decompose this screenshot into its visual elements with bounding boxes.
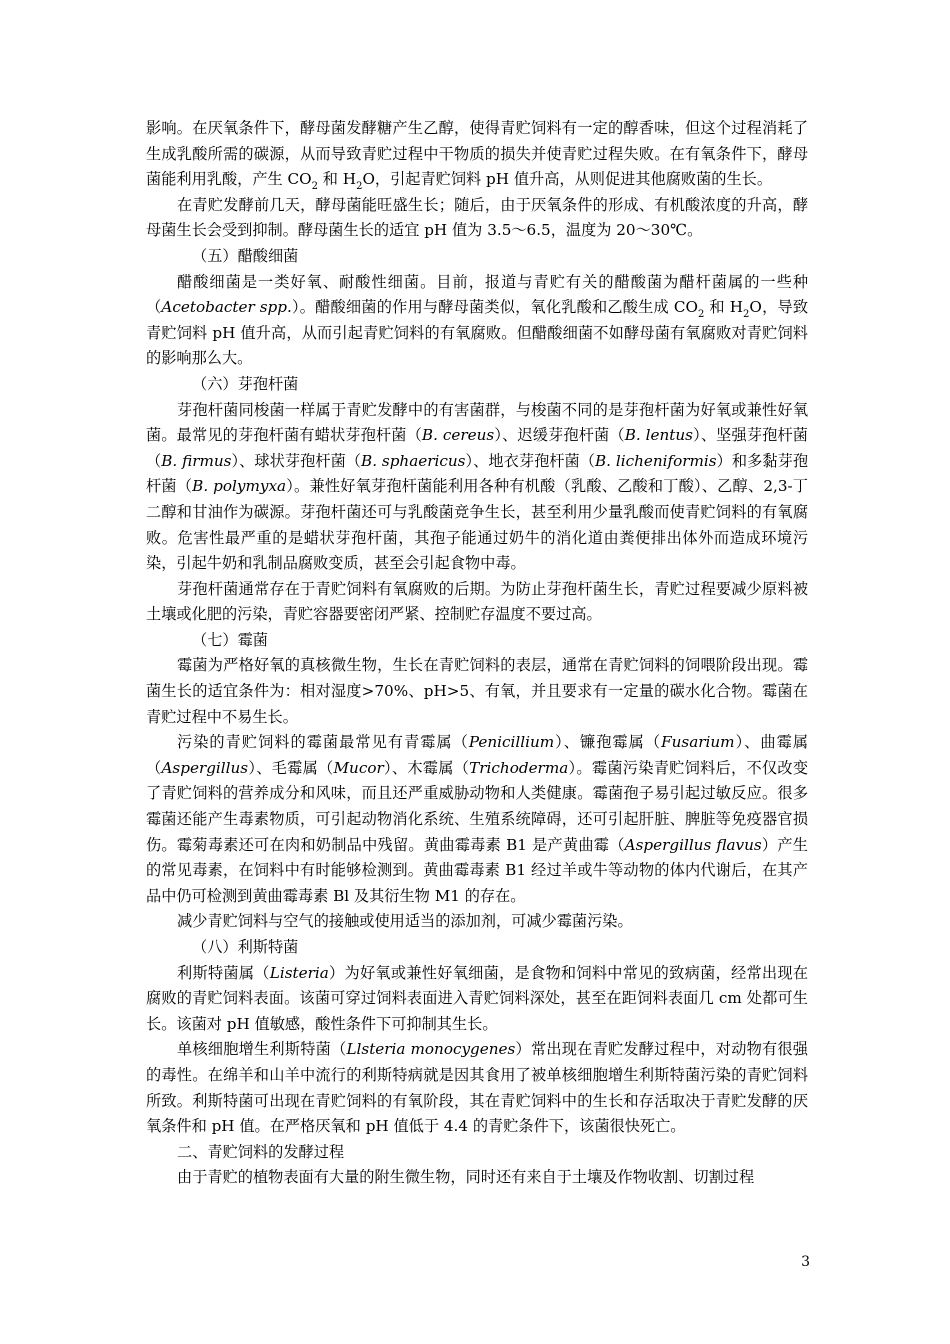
text: ）常出现在青贮发酵过程中，对动物有很强的毒性。在绵羊和山羊中流行的利斯特病就是因其食用了被单核细胞增生利斯特菌污染的青贮饲料所致。利斯特菌可出现在青贮饲料的有氧阶段，其在青贮饲料中的生长和存活取决于青贮发酵的厌氧条件和 pH 值。在严格厌氧和 pH 值低于 4.4 的青贮条件下，该菌很快死亡。 [146,1040,808,1136]
text: ）、球状芽孢杆菌（ [231,451,362,470]
text: ）为好氧或兼性好氧细菌，是食物和饲料中常见的致病菌，经常出现在腐败的青贮饲料表面。该菌可穿过饲料表面进入青贮饲料深处，甚至在距饲料表面几 cm 处都可生长。该菌对 pH 值敏感，酸性条件下可抑制其生长。 [146,963,809,1033]
text: 单核细胞增生利斯特菌（ [177,1040,347,1059]
latin-name: B. lentus [624,426,693,445]
latin-name: Llsteria monocygenes [346,1040,516,1059]
subscript: 2 [356,181,363,193]
paragraph-molds: 霉菌为严格好氧的真核微生物，生长在青贮饲料的表层，通常在青贮饲料的饲喂阶段出现。霉菌生长的适宜条件为：相对湿度>70%、pH>5、有氧，并且要求有一定量的碳水化合物。霉菌在青贮过程中不易生长。 [146,656,808,726]
text: ）和多黏芽孢杆菌（ [146,451,809,496]
text: 影响。在厌氧条件下，酵母菌发酵糖产生乙醇，使得青贮饲料有一定的醇香味，但这个过程消耗了生成乳酸所需的碳源，从而导致青贮过程中干物质的损失并使青贮过程失败。在有氧条件下，酵母菌能利用乳酸，产生 CO [146,119,808,189]
latin-name: Penicillium [468,733,555,752]
section-heading-molds: （七）霉菌 [192,630,268,649]
section-heading-listeria: （八）利斯特菌 [192,938,299,956]
text: 和 H [317,170,357,189]
latin-name: Fusarium [661,733,735,752]
text: 醋酸细菌是一类好氧、耐酸性细菌。目前，报道与青贮有关的醋酸菌为醋杆菌属的一些种（ [146,272,808,317]
paragraph-bacillus [146,398,808,577]
latin-name: Acetobacter spp. [161,298,292,317]
paragraph-bacillus-prevention: 芽孢杆菌通常存在于青贮饲料有氧腐败的后期。为防止芽孢杆菌生长，青贮过程要减少原料被土壤或化肥的污染，青贮容器要密闭严紧、控制贮存温度不要过高。 [146,579,808,624]
text: ）。兼性好氧芽孢杆菌能利用各种有机酸（乳酸、乙酸和丁酸）、乙醇、2,3-丁二醇和甘油作为碳源。芽孢杆菌还可与乳酸菌竞争生长，甚至利用少量乳酸而使青贮饲料的有氧腐败。危害性最严重的是蜡状芽孢杆菌，其孢子能通过奶牛的消化道由粪便排出体外而造成环境污染，引起牛奶和乳制品腐败变质，甚至会引起食物中毒。 [146,477,808,573]
text: ）产生的常见毒素，在饲料中有时能够检测到。黄曲霉毒素 B1 经过羊或牛等动物的体内代谢后，在其产品中仍可检测到黄曲霉毒素 Bl 及其衍生物 M1 的存在。 [146,835,808,905]
latin-name: Listeria [269,963,329,982]
text: ）。霉菌污染青贮饲料后，不仅改变了青贮饲料的营养成分和风味，而且还严重威胁动物和人类健康。霉菌孢子易引起过敏反应。很多霉菌还能产生毒素物质，可引起动物消化系统、生殖系统障碍，还可引起肝脏、脾脏等免疫器官损伤。霉菊毒素还可在肉和奶制品中残留。黄曲霉毒素 B1 是产黄曲霉（ [146,758,809,854]
latin-name: Mucor [333,758,384,777]
subscript: 2 [311,181,318,193]
latin-name: Aspergillus [161,758,249,777]
paragraph-fermentation-intro: 由于青贮的植物表面有大量的附生微生物，同时还有来自于土壤及作物收割、切割过程 [177,1168,755,1187]
text: 利斯特菌属（ [177,963,270,982]
latin-name: Trichoderma [469,758,569,777]
paragraph-acetic-bacteria [146,270,808,372]
latin-name: B. sphaericus [361,451,466,470]
page-body [146,116,808,1191]
paragraph-listeria-monocytogenes [146,1037,808,1139]
paragraph-listeria [146,961,808,1038]
text: ）、曲霉属（ [146,733,809,777]
page-number: 3 [801,1254,810,1270]
latin-name: Aspergillus flavus [624,835,762,854]
text: ）、坚强芽孢杆菌（ [146,426,808,470]
text: 芽孢杆菌同梭菌一样属于青贮发酵中的有害菌群，与梭菌不同的是芽孢杆菌为好氧或兼性好氧菌。最常见的芽孢杆菌有蜡状芽孢杆菌（ [146,400,808,445]
paragraph-mold-reduction: 减少青贮饲料与空气的接触或使用适当的添加剂，可减少霉菌污染。 [177,912,633,931]
text: ）、毛霉属（ [248,758,334,777]
chapter-heading-fermentation-process: 二、青贮饲料的发酵过程 [177,1142,345,1161]
paragraph-yeast-effects [146,116,808,193]
text: ）。醋酸细菌的作用与酵母菌类似，氧化乳酸和乙酸生成 CO [291,298,698,317]
text: 污染的青贮饲料的霉菌最常见有青霉属（ [177,733,469,752]
section-heading-bacillus: （六）芽孢杆菌 [192,374,299,393]
latin-name: B. cereus [421,426,495,445]
subscript: 2 [743,309,750,321]
text: O，引起青贮饲料 pH 值升高，从则促进其他腐败菌的生长。 [362,170,773,189]
text: ）、迟缓芽孢杆菌（ [494,426,625,445]
latin-name: B. polymyxa [192,477,287,496]
section-heading-acetic-bacteria: （五）醋酸细菌 [192,246,299,265]
text: ）、镰孢霉属（ [554,733,662,752]
latin-name: B. licheniformis [595,451,717,470]
subscript: 2 [698,309,705,321]
paragraph-mold-contamination [146,730,808,909]
text: ）、地衣芽孢杆菌（ [465,451,596,470]
paragraph-yeast-growth: 在青贮发酵前几天，酵母菌能旺盛生长；随后，由于厌氧条件的形成、有机酸浓度的升高，酵母菌生长会受到抑制。酵母菌生长的适宜 pH 值为 3.5～6.5，温度为 20～30℃。 [146,195,808,240]
latin-name: B. firmus [161,451,232,470]
text: ）、木霉属（ [383,758,470,777]
text: 和 H [704,298,744,317]
text: O，导致青贮饲料 pH 值升高，从而引起青贮饲料的有氧腐败。但醋酸细菌不如酵母菌有氧腐败对青贮饲料的影响那么大。 [146,298,809,368]
